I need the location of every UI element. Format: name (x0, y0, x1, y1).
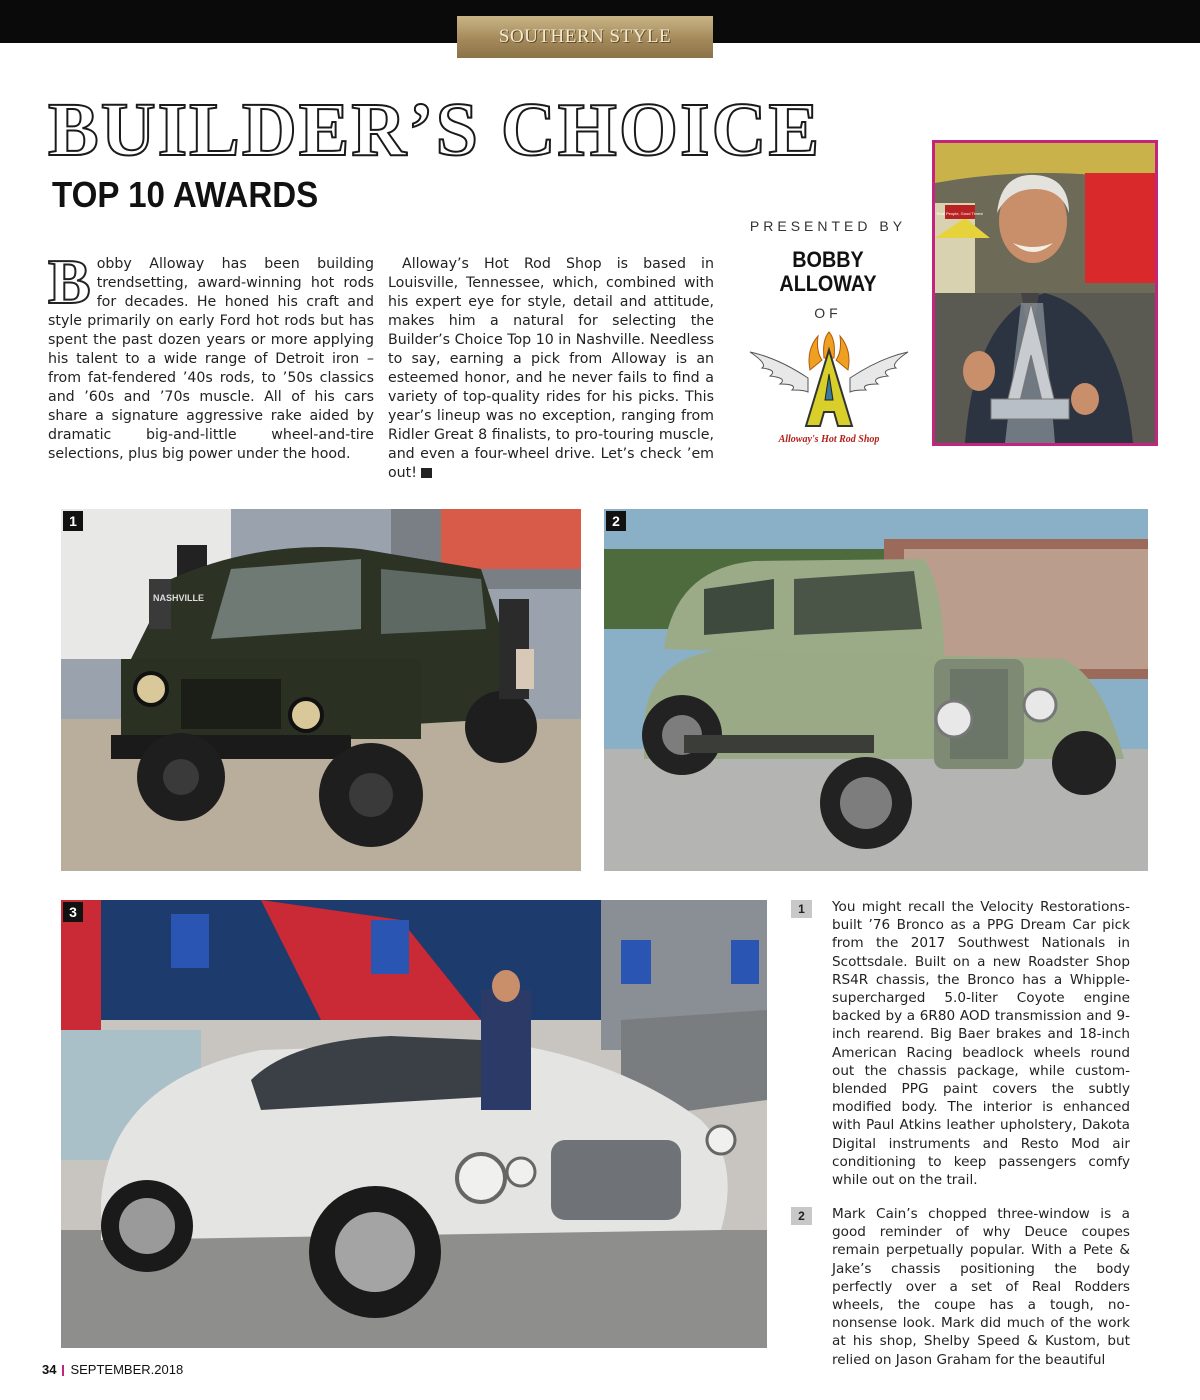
photo-bronco (61, 509, 581, 871)
caption-text-2: Mark Cain’s chopped three-window is a good reminder of why Deuce coupes remain perpetually popular. With a Pete & Jake’s chassis positioning the body perfectly over a set of Real Rodders wheels, the coupe has a tough, no-nonsense look. Mark did much of the work at his shop, Shelby Speed & Kustom, but relied on Jason Graham for the beautiful (832, 1206, 1130, 1368)
caption-text-1: You might recall the Velocity Restorations-built ’76 Bronco as a PPG Dream Car pick from the 2017 Southwest Nationals in Scottsdale. Built on a new Roadster Shop RS4R chassis, the Bronco has a Whipple-supercharged 5.0-liter Coyote engine backed by a 6R80 AOD transmission and 9-inch rearend. Big Baer brakes and 18-inch American Racing beadlock wheels round out the chassis package, while custom-blended PPG paint covers the subtly modified body. The interior is enhanced with Paul Atkins leather upholstery, Dakota Digital instruments and Resto Mod air conditioning to keep passengers comfy while out on the trail. (832, 899, 1130, 1189)
intro-column-1 (48, 246, 374, 464)
presented-by-label: PRESENTED BY (749, 218, 907, 234)
end-mark-icon: GG (421, 468, 432, 478)
drop-cap: B (48, 246, 91, 317)
photo-number-1: 1 (63, 511, 83, 531)
plate-text: NASHVILLE (153, 593, 205, 603)
intro-text-2: Alloway’s Hot Rod Shop is based in Louisville, Tennessee, which, combined with his expert eye for style, detail and attitude, makes him a natural for selecting the Builder’s Choice Top 10 in Nashville. Needless to say, earning a pick from Alloway is an esteemed honor, and he never fails to find a variety of top-quality rides for his picks. This year’s lineup was no exception, ranging from Ridler Great 8 finalists, to pro-touring muscle, and even a four-wheel drive. Let’s check ’em out! (388, 256, 714, 481)
photo-deuce-coupe (604, 509, 1148, 871)
alloway-shop-logo (748, 330, 910, 448)
of-label: OF (814, 305, 842, 321)
photo-camaro (61, 900, 767, 1348)
issue-date: SEPTEMBER.2018 (70, 1362, 184, 1377)
logo-caption: Alloway's Hot Rod Shop (778, 434, 880, 445)
article-subtitle: TOP 10 AWARDS (52, 174, 319, 215)
page-number: 34 (42, 1362, 57, 1377)
caption-number-1: 1 (791, 900, 812, 918)
sponsor-name-line2: ALLOWAY (779, 271, 877, 296)
section-tab (457, 16, 713, 58)
photo-number-3: 3 (63, 902, 83, 922)
article-title: BUILDER’S CHOICE (48, 88, 822, 172)
intro-text-1: obby Alloway has been building trendsetting, award-winning hot rods for decades. He honed his craft and style primarily on early Ford hot rods but has spent the past dozen years or more applying his talent to a wide range of Detroit iron – from fat-fendered ’40s rods, to ’50s classics and ’60s and ’70s muscle. All of his cars share a signature aggressive rake aided by dramatic big-and-little wheel-and-tire selections, plus big power under the hood. (48, 256, 374, 462)
banner-text: Real People, Good Times! (936, 211, 984, 216)
photo-number-2: 2 (606, 511, 626, 531)
intro-column-2 (388, 255, 714, 483)
footer-separator (62, 1365, 64, 1376)
page-footer (42, 1362, 183, 1377)
portrait-photo (932, 140, 1158, 446)
section-label: SOUTHERN STYLE (498, 26, 672, 47)
sponsor-name-line1: BOBBY (792, 247, 864, 272)
caption-number-2: 2 (791, 1207, 812, 1225)
sponsor-name (756, 248, 900, 296)
